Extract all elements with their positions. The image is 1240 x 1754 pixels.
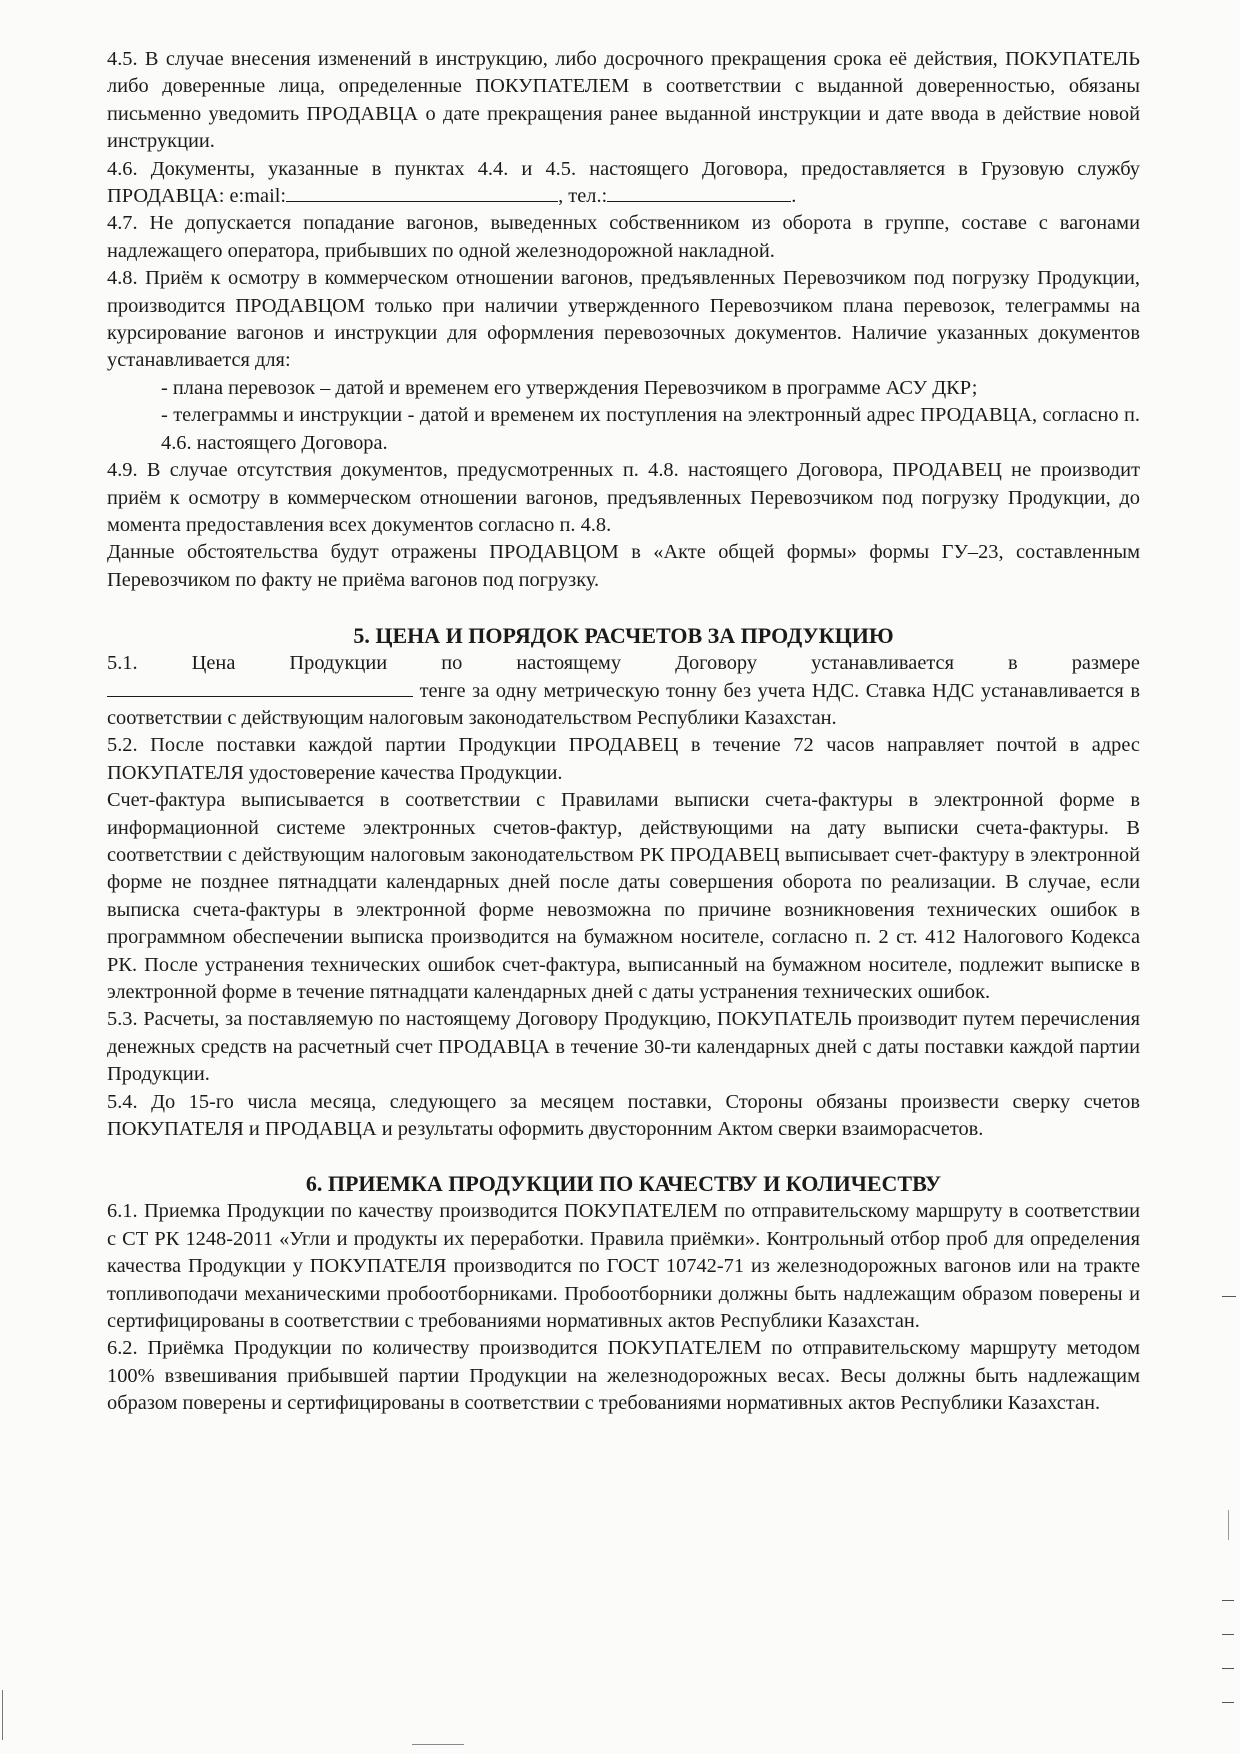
- clause-5-1-word: Договору: [675, 652, 758, 675]
- scan-margin-mark: [1228, 1510, 1229, 1540]
- scan-margin-mark: [412, 1744, 464, 1745]
- document-page: [107, 46, 1140, 1418]
- clause-4-9-note: Данные обстоятельства будут отражены ПРОДАВЦОМ в «Акте общей формы» формы ГУ–23, составленным Перевозчиком по факту не приёма вагонов под погрузку.: [107, 541, 1140, 591]
- section-5-heading: 5. ЦЕНА И ПОРЯДОК РАСЧЕТОВ ЗА ПРОДУКЦИЮ: [353, 623, 894, 649]
- email-blank-field: [286, 183, 558, 202]
- clause-5-1-text: тенге за одну метрическую тонну без учета НДС. Ставка НДС устанавливается в соответствии с действующим налоговым законодательством Республики Казахстан.: [107, 679, 1140, 729]
- scan-margin-mark: [1222, 1634, 1234, 1635]
- clause-4-8-item-telegram: - телеграммы и инструкции - датой и временем их поступления на электронный адрес ПРОДАВЦА, согласно п. 4.6. настоящего Договора.: [161, 404, 1140, 454]
- phone-blank-field: [607, 183, 791, 202]
- clause-4-7: 4.7. Не допускается попадание вагонов, выведенных собственником из оборота в группе, составе с вагонами надлежащего оператора, прибывших по одной железнодорожной накладной.: [107, 212, 1140, 262]
- section-6-heading: 6. ПРИЕМКА ПРОДУКЦИИ ПО КАЧЕСТВУ И КОЛИЧЕСТВУ: [305, 1171, 942, 1197]
- clause-5-1-word: 5.1.: [107, 652, 138, 675]
- scan-margin-mark: [1222, 1296, 1236, 1297]
- clause-4-6: [107, 156, 1140, 211]
- clause-5-1-rest: [107, 678, 1140, 733]
- clause-5-1-word: размере: [1071, 652, 1140, 675]
- clause-4-6-end: .: [791, 185, 797, 208]
- clause-4-8: 4.8. Приём к осмотру в коммерческом отношении вагонов, предъявленных Перевозчиком под погрузку Продукции, производится ПРОДАВЦОМ только при наличии утвержденного Перевозчиком плана перевозок, телеграммы на курсирование вагонов и инструкции для оформления перевозочных документов. Наличие указанных документов устанавливается для:: [107, 267, 1140, 372]
- clause-4-8-item-plan: - плана перевозок – датой и временем его утверждения Перевозчиком в программе АСУ ДКР;: [161, 376, 978, 399]
- scan-margin-mark: [1222, 1702, 1234, 1703]
- scan-margin-mark: [1222, 1600, 1234, 1601]
- clause-5-1-word: Продукции: [289, 652, 388, 675]
- clause-5-1-word: устанавливается: [811, 652, 954, 675]
- clause-5-4: 5.4. До 15-го числа месяца, следующего за месяцем поставки, Стороны обязаны произвести сверку счетов ПОКУПАТЕЛЯ и ПРОДАВЦА и результаты оформить двусторонним Актом сверки взаиморасчетов.: [107, 1090, 1140, 1141]
- clause-4-5: 4.5. В случае внесения изменений в инструкцию, либо досрочного прекращения срока её действия, ПОКУПАТЕЛЬ либо доверенные лица, определенные ПОКУПАТЕЛЕМ в соответствии с выданной доверенностью, обязаны письменно уведомить ПРОДАВЦА о дате прекращения ранее выданной инструкции и дате ввода в действие новой инструкции.: [107, 48, 1140, 153]
- clause-5-2-invoice: Счет-фактура выписывается в соответствии с Правилами выписки счета-фактуры в электронной форме в информационной системе электронных счетов-фактур, действующими на дату выписки счета-фактуры. В соответствии с действующим налоговым законодательством РК ПРОДАВЕЦ выписывает счет-фактуру в электронной форме не позднее пятнадцати календарных дней после даты совершения оборота по реализации. В случае, если выписка счета-фактуры в электронной форме невозможна по причине возникновения технических ошибок в программном обеспечении выписка производится на бумажном носителе, согласно п. 2 ст. 412 Налогового Кодекса РК. После устранения технических ошибок счет-фактура, выписанный на бумажном носителе, подлежит выписке в электронной форме в течение пятнадцати календарных дней с даты устранения технических ошибок.: [107, 789, 1140, 1003]
- scan-margin-mark: [2, 1690, 3, 1740]
- phone-label: , тел.:: [558, 185, 608, 208]
- clause-5-2: 5.2. После поставки каждой партии Продукции ПРОДАВЕЦ в течение 72 часов направляет почтой в адрес ПОКУПАТЕЛЯ удостоверение качества Продукции.: [107, 734, 1140, 784]
- clause-5-3: 5.3. Расчеты, за поставляемую по настоящему Договору Продукцию, ПОКУПАТЕЛЬ производит путем перечисления денежных средств на расчетный счет ПРОДАВЦА в течение 30-ти календарных дней с даты поставки каждой партии Продукции.: [107, 1008, 1140, 1086]
- clause-5-1-word: настоящему: [516, 652, 622, 675]
- clause-4-9: 4.9. В случае отсутствия документов, предусмотренных п. 4.8. настоящего Договора, ПРОДАВЕЦ не производит приём к осмотру в коммерческом отношении вагонов, предъявленных Перевозчиком под погрузку Продукции, до момента предоставления всех документов согласно п. 4.8.: [107, 459, 1140, 536]
- clause-4-6-text: 4.6. Документы, указанные в пунктах 4.4. и 4.5. настоящего Договора, предоставляется в Грузовую службу ПРОДАВЦА: e:mail:: [107, 157, 1140, 208]
- clause-5-1-first-line: [107, 650, 1140, 677]
- price-blank-field: [107, 678, 413, 697]
- clause-5-1-word: по: [441, 652, 463, 675]
- clause-5-1-word: Цена: [191, 652, 236, 675]
- scan-margin-mark: [1222, 1668, 1234, 1669]
- clause-5-1-word: в: [1008, 652, 1018, 675]
- clause-6-1: 6.1. Приемка Продукции по качеству производится ПОКУПАТЕЛЕМ по отправительскому маршруту в соответствии с СТ РК 1248-2011 «Угли и продукты их переработки. Правила приёмки». Контрольный отбор проб для определения качества Продукции у ПОКУПАТЕЛЯ производится по ГОСТ 10742-71 из железнодорожных вагонов или на тракте топливоподачи механическими пробоотборниками. Пробоотборники должны быть надлежащим образом поверены и сертифицированы в соответствии с требованиями нормативных актов Республики Казахстан.: [107, 1200, 1140, 1333]
- clause-6-2: 6.2. Приёмка Продукции по количеству производится ПОКУПАТЕЛЕМ по отправительскому маршруту методом 100% взвешивания прибывшей партии Продукции на железнодорожных весах. Весы должны быть надлежащим образом поверены и сертифицированы в соответствии с требованиями нормативных актов Республики Казахстан.: [107, 1337, 1140, 1415]
